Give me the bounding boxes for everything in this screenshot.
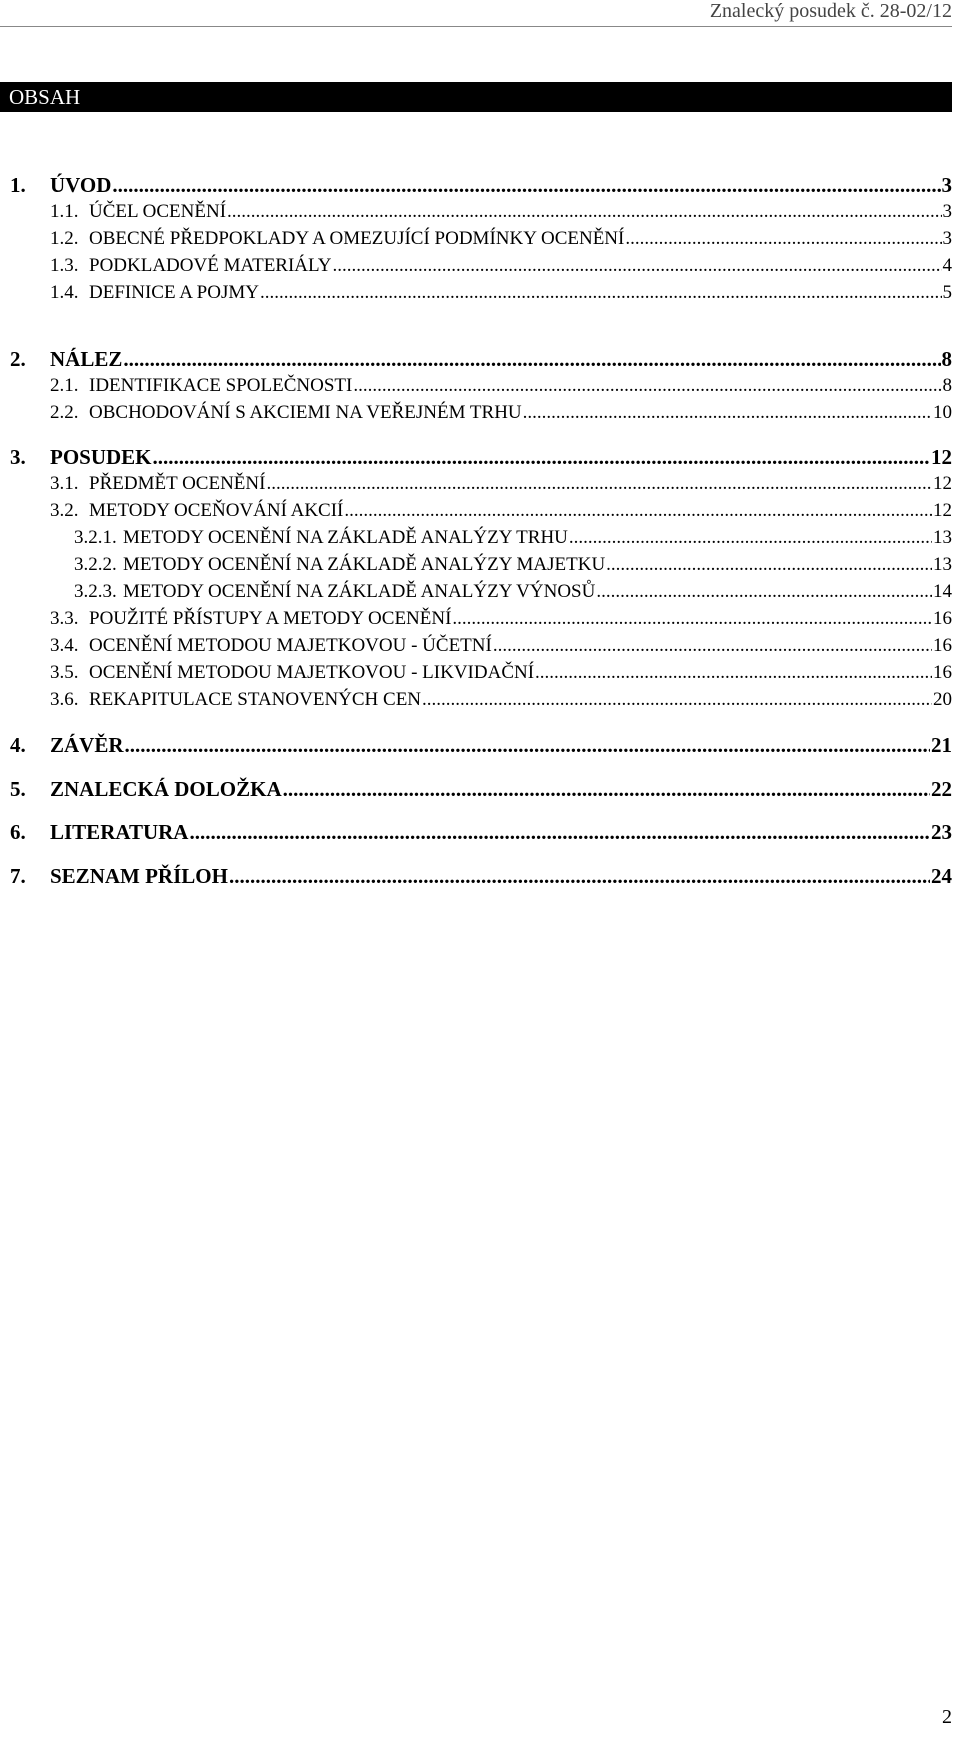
toc-dot-leader <box>283 777 930 801</box>
toc-entry-page: 8 <box>942 375 952 396</box>
toc-dot-leader <box>625 227 941 251</box>
toc-entry-label: PŘEDMĚT OCENĚNÍ <box>89 473 266 494</box>
toc-entry-number: 5. <box>10 777 26 801</box>
toc-entry-page: 16 <box>933 662 952 683</box>
toc-entry-1-2[interactable] <box>50 225 952 251</box>
toc-entry-page: 3 <box>942 228 952 249</box>
toc-dot-leader <box>596 580 932 604</box>
toc-entry-label: DEFINICE A POJMY <box>89 282 259 303</box>
document-reference: Znalecký posudek č. 28-02/12 <box>709 0 952 22</box>
toc-entry-number: 1.2. <box>50 228 79 249</box>
toc-entry-page: 10 <box>933 402 952 423</box>
toc-entry-number: 1.1. <box>50 201 79 222</box>
toc-dot-leader <box>189 820 930 844</box>
toc-entry-page: 21 <box>931 733 952 757</box>
toc-entry-label: OCENĚNÍ METODOU MAJETKOVOU - LIKVIDAČNÍ <box>89 662 535 683</box>
toc-entry-page: 3 <box>941 173 952 197</box>
toc-entry-label: SEZNAM PŘÍLOH <box>50 864 228 888</box>
toc-entry-page: 24 <box>931 864 952 888</box>
toc-entry-number: 7. <box>10 864 26 888</box>
toc-dot-leader <box>229 864 930 888</box>
toc-entry-label: OBECNÉ PŘEDPOKLADY A OMEZUJÍCÍ PODMÍNKY OCENĚNÍ <box>89 228 625 249</box>
toc-entry-page: 12 <box>931 445 952 469</box>
toc-entry-number: 2.2. <box>50 402 79 423</box>
toc-entry-label: METODY OCEŇOVÁNÍ AKCIÍ <box>89 500 344 521</box>
toc-entry-page: 13 <box>933 554 952 575</box>
toc-entry-3-2-3[interactable] <box>74 578 952 604</box>
toc-entry-label: LITERATURA <box>50 820 189 844</box>
toc-entry-label: PODKLADOVÉ MATERIÁLY <box>89 255 332 276</box>
toc-entry-7[interactable] <box>10 862 952 888</box>
toc-entry-page: 16 <box>933 635 952 656</box>
toc-entry-label: METODY OCENĚNÍ NA ZÁKLADĚ ANALÝZY TRHU <box>123 527 568 548</box>
toc-entry-number: 1.4. <box>50 282 79 303</box>
toc-entry-number: 1. <box>10 173 26 197</box>
toc-entry-4[interactable] <box>10 731 952 757</box>
toc-entry-number: 3.6. <box>50 689 79 710</box>
toc-entry-3[interactable] <box>10 443 952 469</box>
toc-entry-1-4[interactable] <box>50 279 952 305</box>
toc-entry-page: 23 <box>931 820 952 844</box>
toc-dot-leader <box>493 634 932 658</box>
toc-entry-number: 3. <box>10 445 26 469</box>
toc-entry-page: 20 <box>933 689 952 710</box>
toc-dot-leader <box>606 553 932 577</box>
toc-entry-2-2[interactable] <box>50 399 952 425</box>
toc-entry-page: 14 <box>933 581 952 602</box>
toc-entry-label: ÚVOD <box>50 173 112 197</box>
toc-entry-2[interactable] <box>10 345 952 371</box>
toc-entry-2-1[interactable] <box>50 372 952 398</box>
toc-dot-leader <box>569 526 932 550</box>
toc-entry-1-3[interactable] <box>50 252 952 278</box>
toc-entry-label: OCENĚNÍ METODOU MAJETKOVOU - ÚČETNÍ <box>89 635 492 656</box>
toc-entry-number: 3.5. <box>50 662 79 683</box>
toc-entry-page: 8 <box>941 347 952 371</box>
toc-entry-3-6[interactable] <box>50 686 952 712</box>
toc-entry-label: ZÁVĚR <box>50 733 124 757</box>
toc-entry-page: 5 <box>942 282 952 303</box>
toc-dot-leader <box>535 661 932 685</box>
toc-entry-label: REKAPITULACE STANOVENÝCH CEN <box>89 689 422 710</box>
toc-entry-number: 3.1. <box>50 473 79 494</box>
toc-entry-number: 3.2.3. <box>74 581 117 602</box>
toc-dot-leader <box>123 347 940 371</box>
toc-entry-number: 2. <box>10 347 26 371</box>
toc-entry-label: ÚČEL OCENĚNÍ <box>89 201 227 222</box>
toc-entry-number: 3.3. <box>50 608 79 629</box>
toc-entry-label: IDENTIFIKACE SPOLEČNOSTI <box>89 375 353 396</box>
toc-entry-label: METODY OCENĚNÍ NA ZÁKLADĚ ANALÝZY VÝNOSŮ <box>123 581 596 602</box>
toc-entry-label: OBCHODOVÁNÍ S AKCIEMI NA VEŘEJNÉM TRHU <box>89 402 522 423</box>
toc-entry-label: ZNALECKÁ DOLOŽKA <box>50 777 282 801</box>
toc-entry-number: 4. <box>10 733 26 757</box>
toc-entry-label: NÁLEZ <box>50 347 123 371</box>
toc-entry-5[interactable] <box>10 775 952 801</box>
toc-entry-page: 12 <box>933 473 952 494</box>
toc-dot-leader <box>353 374 941 398</box>
toc-dot-leader <box>227 200 941 224</box>
toc-entry-page: 13 <box>933 527 952 548</box>
toc-entry-1-1[interactable] <box>50 198 952 224</box>
toc-entry-number: 3.2.2. <box>74 554 117 575</box>
toc-entry-label: METODY OCENĚNÍ NA ZÁKLADĚ ANALÝZY MAJETKU <box>123 554 606 575</box>
toc-dot-leader <box>452 607 932 631</box>
toc-entry-3-2-1[interactable] <box>74 524 952 550</box>
toc-entry-3-2-2[interactable] <box>74 551 952 577</box>
toc-entry-page: 16 <box>933 608 952 629</box>
toc-entry-3-3[interactable] <box>50 605 952 631</box>
toc-entry-page: 4 <box>942 255 952 276</box>
toc-entry-number: 3.4. <box>50 635 79 656</box>
toc-dot-leader <box>125 733 930 757</box>
toc-entry-number: 3.2. <box>50 500 79 521</box>
toc-dot-leader <box>344 499 932 523</box>
toc-dot-leader <box>266 472 932 496</box>
toc-entry-number: 1.3. <box>50 255 79 276</box>
toc-dot-leader <box>260 281 942 305</box>
toc-entry-number: 2.1. <box>50 375 79 396</box>
toc-entry-1[interactable] <box>10 171 952 197</box>
page-number: 2 <box>942 1706 952 1728</box>
toc-entry-label: POUŽITÉ PŘÍSTUPY A METODY OCENĚNÍ <box>89 608 452 629</box>
toc-entry-3-5[interactable] <box>50 659 952 685</box>
toc-entry-page: 22 <box>931 777 952 801</box>
toc-dot-leader <box>422 688 932 712</box>
toc-entry-3-2[interactable] <box>50 497 952 523</box>
toc-entry-number: 6. <box>10 820 26 844</box>
toc-entry-page: 12 <box>933 500 952 521</box>
toc-dot-leader <box>332 254 941 278</box>
toc-entry-6[interactable] <box>10 818 952 844</box>
toc-entry-page: 3 <box>942 201 952 222</box>
toc-entry-label: POSUDEK <box>50 445 152 469</box>
toc-dot-leader <box>112 173 940 197</box>
toc-entry-3-1[interactable] <box>50 470 952 496</box>
contents-title: OBSAH <box>9 85 81 109</box>
toc-entry-3-4[interactable] <box>50 632 952 658</box>
toc-dot-leader <box>523 401 932 425</box>
toc-entry-number: 3.2.1. <box>74 527 117 548</box>
toc-dot-leader <box>153 445 930 469</box>
